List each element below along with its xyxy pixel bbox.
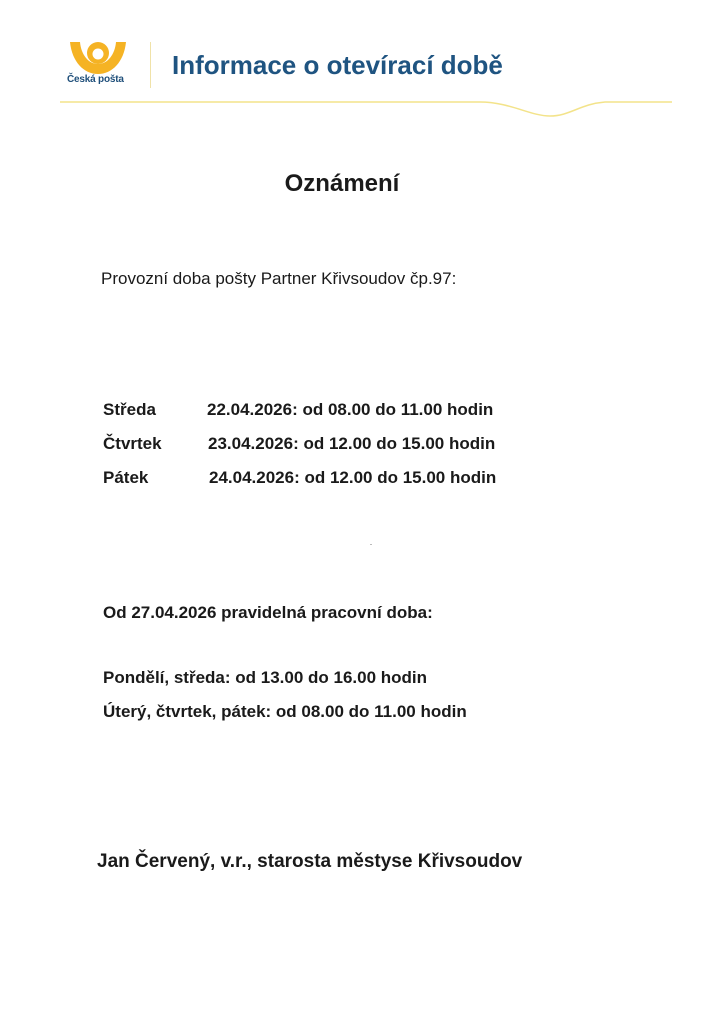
schedule-time: 23.04.2026: od 12.00 do 15.00 hodin: [208, 434, 496, 453]
schedule-time: 22.04.2026: od 08.00 do 11.00 hodin: [207, 400, 494, 419]
schedule-day: Pátek: [103, 468, 149, 487]
signature: Jan Červený, v.r., starosta městyse Křivsoudov: [97, 851, 523, 872]
header-rule: [60, 94, 672, 124]
logo-text: Česká pošta: [67, 74, 124, 85]
regular-hours-row: Pondělí, středa: od 13.00 do 16.00 hodin: [103, 668, 428, 687]
regular-hours-heading: Od 27.04.2026 pravidelná pracovní doba:: [103, 603, 433, 622]
scan-speck: [370, 544, 372, 545]
schedule-day: Čtvrtek: [103, 434, 162, 453]
regular-hours: [103, 668, 467, 736]
schedule-time: 24.04.2026: od 12.00 do 15.00 hodin: [209, 468, 497, 487]
notice-intro: Provozní doba pošty Partner Křivsoudov čp.97:: [101, 269, 457, 288]
header-title: Informace o otevírací době: [172, 50, 503, 80]
header-divider: [150, 42, 151, 88]
regular-hours-row: Úterý, čtvrtek, pátek: od 08.00 do 11.00 hodin: [103, 702, 467, 721]
schedule-day: Středa: [103, 400, 156, 419]
notice-title: Oznámení: [284, 170, 400, 197]
